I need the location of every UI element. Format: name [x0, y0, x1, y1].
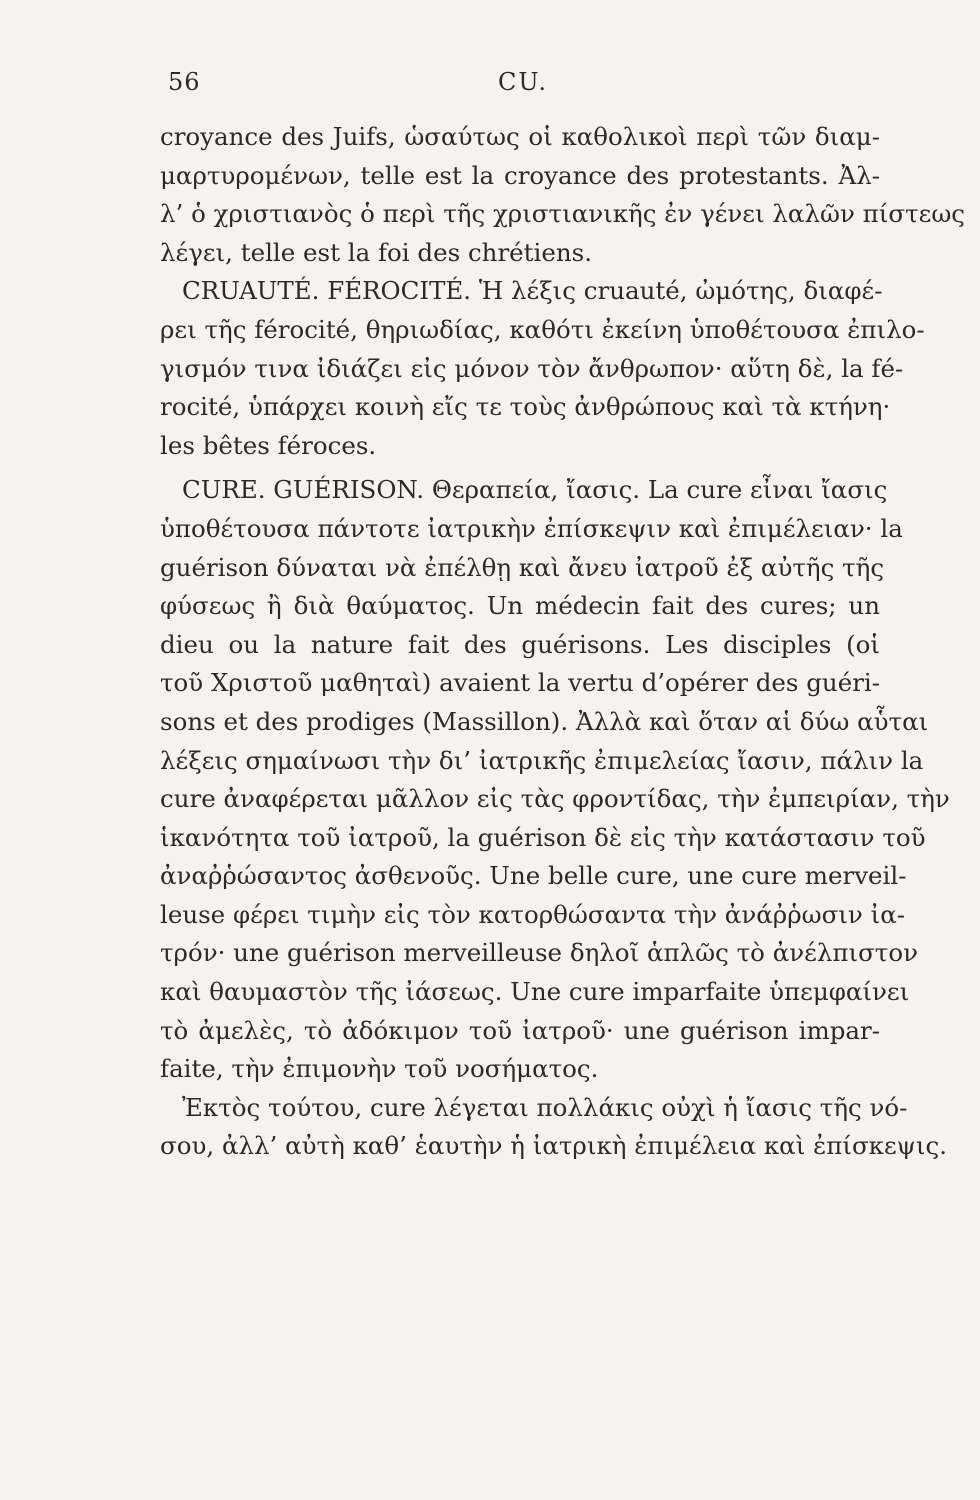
text-line: φύσεως ἢ διὰ θαύματος. Un médecin fait des cures; un — [160, 591, 880, 621]
text-line: leuse φέρει τιμὴν εἰς τὸν κατορθώσαντα τὴν ἀνάῤῥωσιν ἰα- — [160, 899, 906, 929]
text-line: faite, τὴν ἐπιμονὴν τοῦ νοσήματος. — [160, 1054, 599, 1084]
text-line: σου, ἀλλ’ αὐτὴ καθ’ ἑαυτὴν ἡ ἰατρικὴ ἐπιμέλεια καὶ ἐπίσκεψις. — [160, 1131, 948, 1161]
text-line: ἀναῤῥώσαντος ἀσθενοῦς. Une belle cure, une cure merveil- — [160, 861, 907, 891]
text-line: ἱκανότητα τοῦ ἰατροῦ, la guérison δὲ εἰς τὴν κατάστασιν τοῦ — [160, 822, 926, 852]
text-line: rocité, ὑπάρχει κοινὴ εἴς τε τοὺς ἀνθρώπους καὶ τὰ κτήνη· — [160, 392, 891, 422]
text-line: λέξεις σημαίνωσι τὴν δι’ ἰατρικῆς ἐπιμελείας ἴασιν, πάλιν la — [160, 745, 924, 775]
page-header — [168, 68, 888, 108]
text-line: cure ἀναφέρεται μᾶλλον εἰς τὰς φροντίδας, τὴν ἐμπειρίαν, τὴν — [160, 784, 950, 814]
entry-heading-cure: CURE. GUÉRISON. Θεραπεία, ἴασις. La cure εἶναι ἴασις — [182, 475, 888, 505]
text-line: les bêtes féroces. — [160, 430, 377, 460]
text-line: μαρτυρομένων, telle est la croyance des protestants. Ἀλ- — [160, 160, 880, 190]
text-line: Ἐκτὸς τούτου, cure λέγεται πολλάκις οὐχὶ ἡ ἴασις τῆς νό- — [182, 1092, 908, 1122]
body-text — [160, 118, 966, 1166]
running-head: CU. — [498, 68, 549, 96]
text-line: sons et des prodiges (Massillon). Ἀλλὰ καὶ ὅταν αἱ δύω αὗται — [160, 706, 929, 736]
text-line: ρει τῆς férocité, θηριωδίας, καθότι ἐκείνη ὑποθέτουσα ἐπιλο- — [160, 314, 925, 344]
text-line: λ’ ὁ χριστιανὸς ὁ περὶ τῆς χριστιανικῆς ἐν γένει λαλῶν πίστεως — [160, 199, 966, 229]
text-line: λέγει, telle est la foi des chrétiens. — [160, 237, 592, 267]
text-line: γισμόν τινα ἰδιάζει εἰς μόνον τὸν ἄνθρωπον· αὕτη δὲ, la fé- — [160, 353, 904, 383]
text-line: croyance des Juifs, ὡσαύτως οἱ καθολικοὶ περὶ τῶν διαμ- — [160, 122, 880, 151]
text-line: guérison δύναται νὰ ἐπέλθῃ καὶ ἄνευ ἰατροῦ ἐξ αὐτῆς τῆς — [160, 552, 885, 582]
text-line: τοῦ Χριστοῦ μαθηταὶ) avaient la vertu d’opérer des guéri- — [160, 668, 881, 698]
text-line: τὸ ἀμελὲς, τὸ ἀδόκιμον τοῦ ἰατροῦ· une guérison impar- — [160, 1015, 880, 1045]
text-line: καὶ θαυμαστὸν τῆς ἰάσεως. Une cure imparfaite ὑπεμφαίνει — [160, 977, 910, 1007]
text-line: ὑποθέτουσα πάντοτε ἰατρικὴν ἐπίσκεψιν καὶ ἐπιμέλειαν· la — [160, 513, 903, 543]
text-line: τρόν· une guérison merveilleuse δηλοῖ ἁπλῶς τὸ ἀνέλπιστον — [160, 938, 918, 968]
entry-heading-cruaute: CRUAUTÉ. FÉROCITÉ. Ἡ λέξις cruauté, ὠμότης, διαφέ- — [182, 276, 883, 306]
page-number: 56 — [168, 68, 201, 96]
text-line: dieu ou la nature fait des guérisons. Les disciples (οἱ — [160, 629, 880, 659]
